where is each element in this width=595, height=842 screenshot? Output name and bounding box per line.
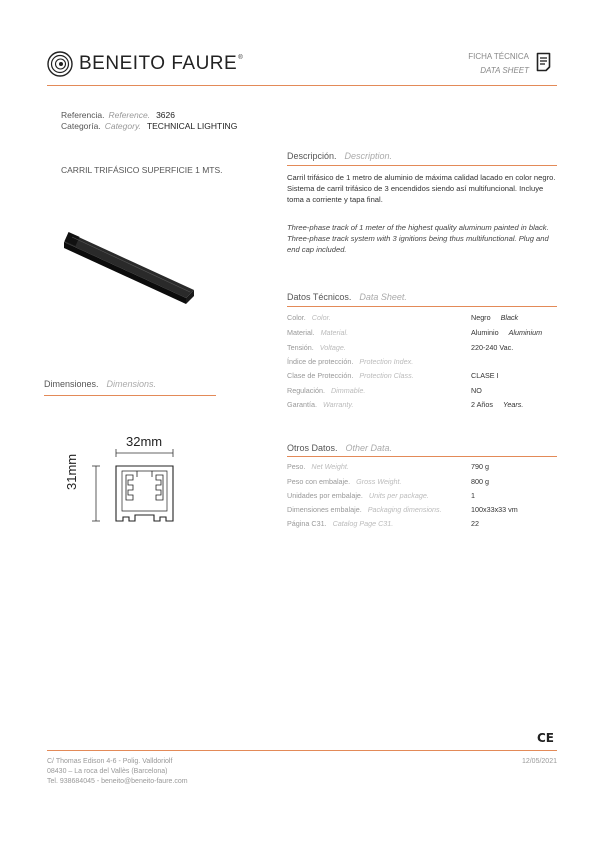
description-text-es: Carril trifásico de 1 metro de aluminio de máxima calidad lacado en color negro. Sistema de carril trifásico de 3 encendidos siendo así multifuncional. Incluye toma a corriente y tapa final. xyxy=(287,173,556,204)
other-row: Unidades por embalaje. Units per package. 1 xyxy=(287,491,475,500)
spec-row: Color. Color. Negro Black xyxy=(287,313,519,322)
other-row: Peso. Net Weight. 790 g xyxy=(287,462,489,471)
footer-contact: Tel. 938684045 - beneito@beneito-faure.com xyxy=(47,778,188,785)
category-line: Categoría. Category. TECHNICAL LIGHTING xyxy=(61,121,238,131)
brand-logo-icon xyxy=(47,51,73,77)
other-data-divider xyxy=(287,456,557,457)
dimension-width-label: 32mm xyxy=(126,434,163,449)
description-divider xyxy=(287,165,557,166)
spec-row: Clase de Protección. Protection Class. CLASE I xyxy=(287,371,499,380)
spec-row: Tensión. Voltage. 220-240 Vac. xyxy=(287,343,514,352)
other-row: Página C31. Catalog Page C31. 22 xyxy=(287,519,479,528)
technical-divider xyxy=(287,306,557,307)
dimension-height-label: 31mm xyxy=(64,453,79,490)
reference-line: Referencia. Reference. 3626 xyxy=(61,110,175,120)
brand-name: BENEITO FAURE® xyxy=(79,53,244,74)
spec-row: Índice de protección. Protection Index. xyxy=(287,357,414,366)
description-title: Descripción. Description. xyxy=(287,151,393,161)
spec-row: Material. Material. Aluminio Aluminium xyxy=(287,328,543,337)
ce-mark: CE xyxy=(537,731,555,745)
footer-date: 12/05/2021 xyxy=(521,758,557,765)
document-icon xyxy=(536,52,551,72)
dimensions-title: Dimensiones. Dimensions. xyxy=(44,379,157,389)
footer-address-line2: 08430 – La roca del Vallès (Barcelona) xyxy=(47,768,168,775)
footer-divider xyxy=(47,750,557,751)
other-data-title: Otros Datos. Other Data. xyxy=(287,443,393,453)
technical-title: Datos Técnicos. Data Sheet. xyxy=(287,292,407,302)
spec-row: Regulación. Dimmable. NO xyxy=(287,386,482,395)
dimensions-divider xyxy=(44,395,216,396)
other-row: Peso con embalaje. Gross Weight. 800 g xyxy=(287,477,489,486)
header-divider xyxy=(47,85,557,86)
spec-row: Garantía. Warranty. 2 Años Years. xyxy=(287,400,524,409)
sheet-label-en: DATA SHEET xyxy=(480,66,529,75)
sheet-label-es: FICHA TÉCNICA xyxy=(468,52,529,61)
other-row: Dimensiones embalaje. Packaging dimensions. 100x33x33 vm xyxy=(287,505,518,514)
product-image xyxy=(58,226,198,306)
product-name: CARRIL TRIFÁSICO SUPERFICIE 1 MTS. xyxy=(61,165,223,175)
footer-address-line1: C/ Thomas Edison 4-6 - Polig. Valldoriolf xyxy=(47,758,173,765)
description-text-en: Three-phase track of 1 meter of the highest quality aluminum painted in black. Three-phase track system with 3 ignitions being thus multifunctional. Plug and end cap included. xyxy=(287,223,549,254)
profile-drawing xyxy=(92,449,184,529)
